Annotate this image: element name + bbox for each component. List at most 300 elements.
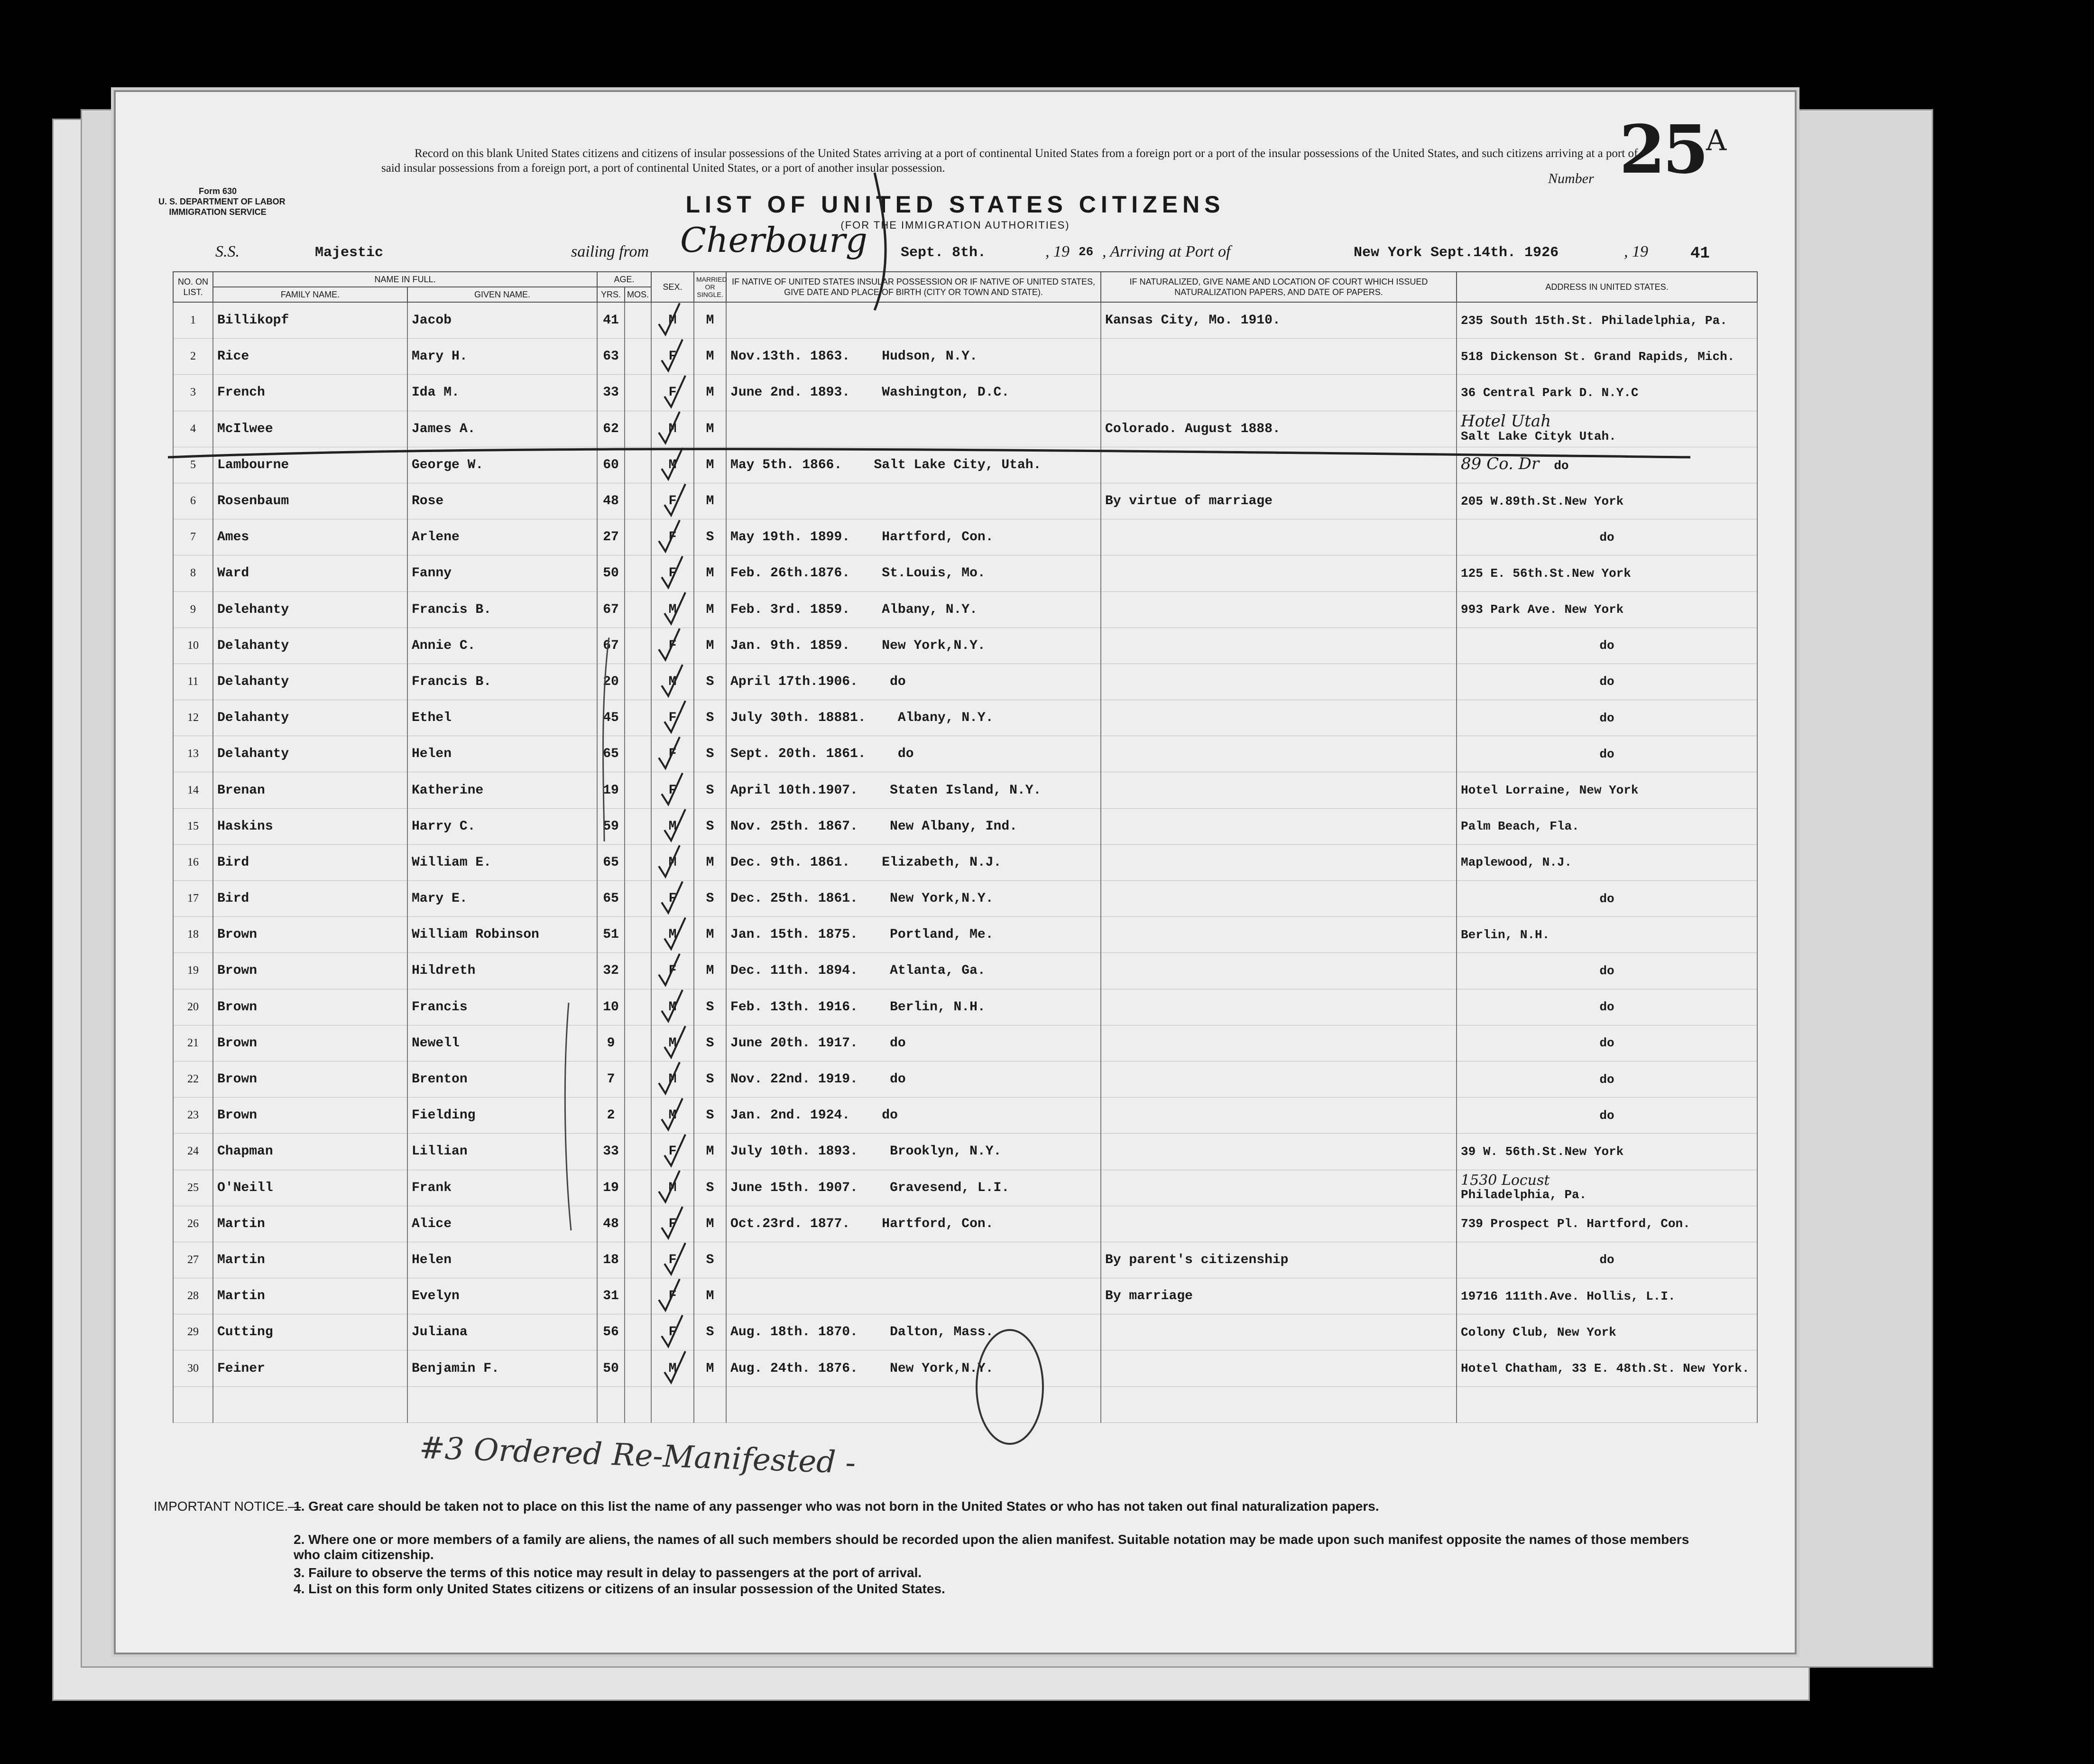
marital-status: M xyxy=(694,1278,726,1314)
check-mark xyxy=(659,737,680,768)
given-name: George W. xyxy=(407,447,597,483)
age-years: 60 xyxy=(597,447,625,483)
sex: F xyxy=(651,555,694,591)
given-name: Juliana xyxy=(407,1314,597,1350)
row-number: 2 xyxy=(173,339,213,375)
check-mark xyxy=(659,412,680,443)
family-name: Billikopf xyxy=(213,302,407,339)
row-number: 16 xyxy=(173,844,213,880)
birth-place: Brooklyn, N.Y. xyxy=(890,1144,1002,1159)
marital-status: S xyxy=(694,1170,726,1206)
check-mark xyxy=(664,701,685,732)
bracket-mark xyxy=(603,637,609,841)
birth-place: Portland, Me. xyxy=(890,927,994,942)
family-name: Lambourne xyxy=(213,447,407,483)
birth-date: Sept. 20th. 1861. xyxy=(730,747,866,762)
birth-date: July 10th. 1893. xyxy=(730,1144,858,1159)
year-suffix: 26 xyxy=(1079,245,1094,259)
marital-status: S xyxy=(694,1242,726,1278)
marital-status: S xyxy=(694,808,726,844)
check-mark xyxy=(662,1099,683,1130)
sex: F xyxy=(651,772,694,808)
col-header-given: GIVEN NAME. xyxy=(407,287,597,302)
given-name: Francis B. xyxy=(407,664,597,700)
list-number-hand: 25 xyxy=(1619,111,1706,189)
age-years: 10 xyxy=(597,989,625,1025)
row-number: 17 xyxy=(173,881,213,917)
row-number: 26 xyxy=(173,1206,213,1242)
row-number: 20 xyxy=(173,989,213,1025)
check-mark xyxy=(659,954,680,985)
given-name: Rose xyxy=(407,483,597,519)
given-name: Fanny xyxy=(407,555,597,591)
sex: M xyxy=(651,411,694,447)
marital-status: M xyxy=(694,591,726,628)
sex: M xyxy=(651,1061,694,1097)
number-label: Number xyxy=(1548,171,1594,186)
age-years: 62 xyxy=(597,411,625,447)
address: do xyxy=(1457,1061,1757,1097)
row-number: 4 xyxy=(173,411,213,447)
check-mark xyxy=(662,1315,683,1347)
marital-status: S xyxy=(694,1061,726,1097)
naturalization-info: Kansas City, Mo. 1910. xyxy=(1101,302,1457,339)
address: 39 W. 56th.St.New York xyxy=(1457,1134,1757,1170)
row-number: 24 xyxy=(173,1134,213,1170)
marital-status: S xyxy=(694,772,726,808)
given-name: Alice xyxy=(407,1206,597,1242)
marital-status: S xyxy=(694,1025,726,1061)
birth-place: St.Louis, Mo. xyxy=(882,566,986,581)
col-header-no: NO. ON LIST. xyxy=(173,272,213,302)
given-name: Katherine xyxy=(407,772,597,808)
row-number: 21 xyxy=(173,1025,213,1061)
sex: F xyxy=(651,483,694,519)
birth-date: Nov. 25th. 1867. xyxy=(730,819,858,834)
form-number: Form 630 xyxy=(198,186,237,196)
col-header-yrs: YRS. xyxy=(597,287,625,302)
row-number: 15 xyxy=(173,808,213,844)
row-number: 22 xyxy=(173,1061,213,1097)
marital-status: S xyxy=(694,1314,726,1350)
birth-date: Dec. 9th. 1861. xyxy=(730,855,850,870)
check-mark xyxy=(664,1243,685,1274)
family-name: Chapman xyxy=(213,1134,407,1170)
family-name: Brown xyxy=(213,1098,407,1134)
address: do xyxy=(1457,989,1757,1025)
given-name: Fielding xyxy=(407,1098,597,1134)
marital-status: M xyxy=(694,447,726,483)
birth-place: New York,N.Y. xyxy=(890,1361,994,1376)
check-mark xyxy=(664,809,685,840)
birth-place: Dalton, Mass. xyxy=(890,1325,994,1340)
age-years: 59 xyxy=(597,808,625,844)
address: do xyxy=(1457,628,1757,664)
age-years: 65 xyxy=(597,736,625,772)
check-mark xyxy=(664,918,685,949)
address: Colony Club, New York xyxy=(1457,1314,1757,1350)
age-years: 67 xyxy=(597,628,625,664)
marital-status: S xyxy=(694,881,726,917)
age-years: 50 xyxy=(597,555,625,591)
given-name: Lillian xyxy=(407,1134,597,1170)
age-years: 63 xyxy=(597,339,625,375)
birth-place: do xyxy=(890,674,906,689)
family-name: Ames xyxy=(213,519,407,555)
manifest-sheet xyxy=(114,90,1797,1654)
age-years: 48 xyxy=(597,483,625,519)
sex: M xyxy=(651,1170,694,1206)
birth-date: Jan. 2nd. 1924. xyxy=(730,1108,850,1123)
row-number: 14 xyxy=(173,772,213,808)
birth-date: Nov. 22nd. 1919. xyxy=(730,1072,858,1087)
address: do xyxy=(1457,700,1757,736)
handwriting-overlay xyxy=(116,92,1795,1653)
marital-status: M xyxy=(694,555,726,591)
check-mark xyxy=(659,303,680,334)
birth-date: Aug. 24th. 1876. xyxy=(730,1361,858,1376)
family-name: Delahanty xyxy=(213,628,407,664)
address: 518 Dickenson St. Grand Rapids, Mich. xyxy=(1457,339,1757,375)
sex: M xyxy=(651,917,694,953)
age-years: 2 xyxy=(597,1098,625,1134)
marital-status: M xyxy=(694,302,726,339)
address: do xyxy=(1457,881,1757,917)
arriving-label: , Arriving at Port of xyxy=(1102,243,1231,260)
marital-status: S xyxy=(694,1098,726,1134)
marital-status: S xyxy=(694,700,726,736)
birth-date: June 2nd. 1893. xyxy=(730,385,850,400)
document-subtitle: (FOR THE IMMIGRATION AUTHORITIES) xyxy=(840,219,1070,231)
check-mark xyxy=(662,773,683,804)
address: 36 Central Park D. N.Y.C xyxy=(1457,375,1757,411)
address: do xyxy=(1457,1098,1757,1134)
address: do xyxy=(1457,1242,1757,1278)
row-number: 12 xyxy=(173,700,213,736)
department-name: U. S. DEPARTMENT OF LABOR xyxy=(158,197,286,206)
age-years: 65 xyxy=(597,844,625,880)
row-number: 13 xyxy=(173,736,213,772)
check-mark xyxy=(662,1207,683,1238)
age-years: 33 xyxy=(597,375,625,411)
given-name: James A. xyxy=(407,411,597,447)
marital-status: S xyxy=(694,736,726,772)
birth-date: Feb. 3rd. 1859. xyxy=(730,602,850,617)
sailing-port-handwritten: Cherbourg xyxy=(680,220,867,260)
check-mark xyxy=(659,1171,680,1202)
row-number: 10 xyxy=(173,628,213,664)
given-name: Arlene xyxy=(407,519,597,555)
birth-date: June 20th. 1917. xyxy=(730,1035,858,1051)
sex: M xyxy=(651,808,694,844)
birth-place: New York,N.Y. xyxy=(890,891,994,906)
row-number: 9 xyxy=(173,591,213,628)
row-number: 30 xyxy=(173,1350,213,1386)
birth-place: do xyxy=(890,1035,906,1051)
age-years: 48 xyxy=(597,1206,625,1242)
birth-place: Staten Island, N.Y. xyxy=(890,783,1042,798)
family-name: O'Neill xyxy=(213,1170,407,1206)
birth-date: Dec. 11th. 1894. xyxy=(730,963,858,979)
birth-place: Albany, N.Y. xyxy=(882,602,978,617)
check-mark xyxy=(662,665,683,696)
marital-status: M xyxy=(694,375,726,411)
sex: M xyxy=(651,844,694,880)
ship-name: Majestic xyxy=(315,245,384,261)
check-mark xyxy=(662,340,683,371)
marital-status: M xyxy=(694,1350,726,1386)
marital-status: M xyxy=(694,339,726,375)
row-number: 7 xyxy=(173,519,213,555)
check-mark xyxy=(659,845,680,877)
family-name: Feiner xyxy=(213,1350,407,1386)
address: 125 E. 56th.St.New York xyxy=(1457,555,1757,591)
birth-place: New Albany, Ind. xyxy=(890,819,1017,834)
sex: F xyxy=(651,339,694,375)
given-name: Ida M. xyxy=(407,375,597,411)
col-header-married: MARRIED OR SINGLE. xyxy=(694,272,726,302)
address: Hotel Lorraine, New York xyxy=(1457,772,1757,808)
marital-status: M xyxy=(694,1134,726,1170)
age-years: 33 xyxy=(597,1134,625,1170)
address: do xyxy=(1457,519,1757,555)
form-instructions: Record on this blank United States citizens and citizens of insular possessions of the United States arriving at a port of continental United States from a foreign port or a port of the insular possessions of the United States, and such citizens arriving at a port of said insular possessions from a foreign port, a port of continental United States, or a port of another insular possession. xyxy=(381,147,1638,175)
family-name: Rice xyxy=(213,339,407,375)
marital-status: M xyxy=(694,483,726,519)
check-mark xyxy=(662,881,683,913)
notice-label: IMPORTANT NOTICE.— xyxy=(154,1499,302,1514)
address: 235 South 15th.St. Philadelphia, Pa. xyxy=(1457,302,1757,339)
check-mark xyxy=(662,556,683,588)
given-name: Frank xyxy=(407,1170,597,1206)
row-number: 3 xyxy=(173,375,213,411)
age-years: 18 xyxy=(597,1242,625,1278)
check-mark xyxy=(664,376,685,407)
naturalization-info: Colorado. August 1888. xyxy=(1101,411,1457,447)
age-years: 31 xyxy=(597,1278,625,1314)
check-mark xyxy=(662,990,683,1021)
family-name: Delahanty xyxy=(213,664,407,700)
row-number: 11 xyxy=(173,664,213,700)
given-name: Annie C. xyxy=(407,628,597,664)
age-years: 41 xyxy=(597,302,625,339)
given-name: William Robinson xyxy=(407,917,597,953)
sex: M xyxy=(651,302,694,339)
birth-date: Feb. 26th.1876. xyxy=(730,566,850,581)
given-name: Jacob xyxy=(407,302,597,339)
sex: M xyxy=(651,1025,694,1061)
sex: F xyxy=(651,700,694,736)
sex: F xyxy=(651,736,694,772)
birth-date: April 17th.1906. xyxy=(730,674,858,689)
address: do xyxy=(1457,664,1757,700)
given-name: Mary E. xyxy=(407,881,597,917)
birth-place: Hartford, Con. xyxy=(882,1216,994,1231)
marital-status: S xyxy=(694,664,726,700)
col-header-native: IF NATIVE OF UNITED STATES INSULAR POSSESSION OR IF NATIVE OF UNITED STATES, GIVE DATE AND PLACE OF BIRTH (CITY OR TOWN AND STATE). xyxy=(726,272,1101,302)
birth-date: May 19th. 1899. xyxy=(730,530,850,545)
row-number: 6 xyxy=(173,483,213,519)
birth-date: Jan. 9th. 1859. xyxy=(730,638,850,653)
age-years: 45 xyxy=(597,700,625,736)
sailing-flourish xyxy=(875,173,886,310)
family-name: Martin xyxy=(213,1206,407,1242)
address: do xyxy=(1457,1025,1757,1061)
bracket-mark xyxy=(565,1003,571,1230)
family-name: Bird xyxy=(213,881,407,917)
age-years: 50 xyxy=(597,1350,625,1386)
family-name: Brown xyxy=(213,1025,407,1061)
sex: F xyxy=(651,881,694,917)
birth-place: do xyxy=(882,1108,898,1123)
address: Hotel Chatham, 33 E. 48th.St. New York. xyxy=(1457,1350,1757,1386)
birth-date: Jan. 15th. 1875. xyxy=(730,927,858,942)
strike-line xyxy=(168,449,1690,457)
family-name: Haskins xyxy=(213,808,407,844)
sex: F xyxy=(651,1206,694,1242)
family-name: Martin xyxy=(213,1278,407,1314)
birth-place: Elizabeth, N.J. xyxy=(882,855,1002,870)
notice-item-2: 2. Where one or more members of a family are aliens, the names of all such members should be recorded upon the alien manifest. Suitable notation may be made upon such manifest opposite the names of those members who claim citizenship. xyxy=(294,1532,1689,1562)
check-mark xyxy=(659,1062,680,1093)
birth-place: Atlanta, Ga. xyxy=(890,963,986,979)
service-name: IMMIGRATION SERVICE xyxy=(169,207,267,217)
row-number: 8 xyxy=(173,555,213,591)
age-years: 19 xyxy=(597,1170,625,1206)
sex: M xyxy=(651,1350,694,1386)
naturalization-info: By marriage xyxy=(1101,1278,1457,1314)
birth-date: Aug. 18th. 1870. xyxy=(730,1325,858,1340)
row-number: 23 xyxy=(173,1098,213,1134)
notice-item-1: 1. Great care should be taken not to place on this list the name of any passenger who was not born in the United States or who has not taken out final naturalization papers. xyxy=(294,1499,1379,1514)
family-name: Bird xyxy=(213,844,407,880)
row-number: 29 xyxy=(173,1314,213,1350)
family-name: French xyxy=(213,375,407,411)
col-header-naturalized: IF NATURALIZED, GIVE NAME AND LOCATION OF COURT WHICH ISSUED NATURALIZATION PAPERS, AND DATE OF PAPERS. xyxy=(1101,272,1457,302)
address: 205 W.89th.St.New York xyxy=(1457,483,1757,519)
given-name: Ethel xyxy=(407,700,597,736)
col-header-age: AGE. xyxy=(597,272,651,287)
address-handwritten: 1530 Locust xyxy=(1461,1172,1550,1189)
ss-label: S.S. xyxy=(215,243,240,260)
family-name: Delahanty xyxy=(213,736,407,772)
marital-status: M xyxy=(694,628,726,664)
given-name: Francis B. xyxy=(407,591,597,628)
age-years: 56 xyxy=(597,1314,625,1350)
check-mark xyxy=(664,484,685,515)
given-name: William E. xyxy=(407,844,597,880)
address-handwritten: Hotel Utah xyxy=(1461,412,1551,431)
row-number: 19 xyxy=(173,953,213,989)
sex: F xyxy=(651,1134,694,1170)
check-mark xyxy=(662,448,683,479)
family-name: McIlwee xyxy=(213,411,407,447)
notice-item-3: 3. Failure to observe the terms of this notice may result in delay to passengers at the port of arrival. xyxy=(294,1565,922,1580)
row-number: 18 xyxy=(173,917,213,953)
given-name: Helen xyxy=(407,1242,597,1278)
age-years: 19 xyxy=(597,772,625,808)
address: 739 Prospect Pl. Hartford, Con. xyxy=(1457,1206,1757,1242)
sex: F xyxy=(651,1314,694,1350)
age-years: 65 xyxy=(597,881,625,917)
address: do xyxy=(1457,953,1757,989)
notice-item-4: 4. List on this form only United States citizens or citizens of an insular possession of the United States. xyxy=(294,1581,945,1596)
address: Berlin, N.H. xyxy=(1457,917,1757,953)
age-years: 27 xyxy=(597,519,625,555)
col-header-family: FAMILY NAME. xyxy=(213,287,407,302)
marital-status: M xyxy=(694,1206,726,1242)
family-name: Delahanty xyxy=(213,700,407,736)
sex: M xyxy=(651,1098,694,1134)
sailing-label: sailing from xyxy=(571,243,649,260)
family-name: Brown xyxy=(213,917,407,953)
address: Palm Beach, Fla. xyxy=(1457,808,1757,844)
sex: F xyxy=(651,519,694,555)
marital-status: M xyxy=(694,953,726,989)
age-years: 32 xyxy=(597,953,625,989)
year2-prefix: , 19 xyxy=(1624,243,1648,260)
marital-status: S xyxy=(694,989,726,1025)
naturalization-info: By virtue of marriage xyxy=(1101,483,1457,519)
birth-place: New York,N.Y. xyxy=(882,638,986,653)
age-years: 7 xyxy=(597,1061,625,1097)
address: do xyxy=(1457,736,1757,772)
birth-date: April 10th.1907. xyxy=(730,783,858,798)
marital-status: S xyxy=(694,519,726,555)
sex: F xyxy=(651,1242,694,1278)
birth-place: do xyxy=(897,747,914,762)
family-name: Martin xyxy=(213,1242,407,1278)
family-name: Brown xyxy=(213,1061,407,1097)
family-name: Cutting xyxy=(213,1314,407,1350)
address: 993 Park Ave. New York xyxy=(1457,591,1757,628)
family-name: Ward xyxy=(213,555,407,591)
given-name: Brenton xyxy=(407,1061,597,1097)
col-header-address: ADDRESS IN UNITED STATES. xyxy=(1457,272,1757,302)
check-mark xyxy=(664,592,685,624)
given-name: Hildreth xyxy=(407,953,597,989)
birth-date: July 30th. 18881. xyxy=(730,711,866,726)
arrival-info: New York Sept.14th. 1926 xyxy=(1354,245,1559,261)
check-mark xyxy=(664,1135,685,1166)
birth-place: Gravesend, L.I. xyxy=(890,1180,1010,1195)
birth-date: Oct.23rd. 1877. xyxy=(730,1216,850,1231)
sex: M xyxy=(651,664,694,700)
family-name: Delehanty xyxy=(213,591,407,628)
address-typed: do xyxy=(1554,459,1569,473)
list-number-suffix: A xyxy=(1706,124,1724,157)
birth-place: Hudson, N.Y. xyxy=(882,349,978,364)
naturalization-info: By parent's citizenship xyxy=(1101,1242,1457,1278)
sex: F xyxy=(651,1278,694,1314)
col-header-sex: SEX. xyxy=(651,272,694,302)
birth-date: June 15th. 1907. xyxy=(730,1180,858,1195)
given-name: Harry C. xyxy=(407,808,597,844)
signature-loop xyxy=(977,1330,1043,1444)
age-years: 9 xyxy=(597,1025,625,1061)
row-number: 27 xyxy=(173,1242,213,1278)
address-typed: Philadelphia, Pa. xyxy=(1461,1188,1587,1202)
document-title: LIST OF UNITED STATES CITIZENS xyxy=(685,191,1225,218)
sailing-date: Sept. 8th. xyxy=(901,245,987,261)
birth-place: do xyxy=(890,1072,906,1087)
address-typed: Salt Lake Cityk Utah. xyxy=(1461,429,1616,444)
check-mark xyxy=(659,520,680,552)
sex: M xyxy=(651,989,694,1025)
check-mark xyxy=(664,1351,685,1383)
sex: F xyxy=(651,953,694,989)
address: 19716 111th.Ave. Hollis, L.I. xyxy=(1457,1278,1757,1314)
